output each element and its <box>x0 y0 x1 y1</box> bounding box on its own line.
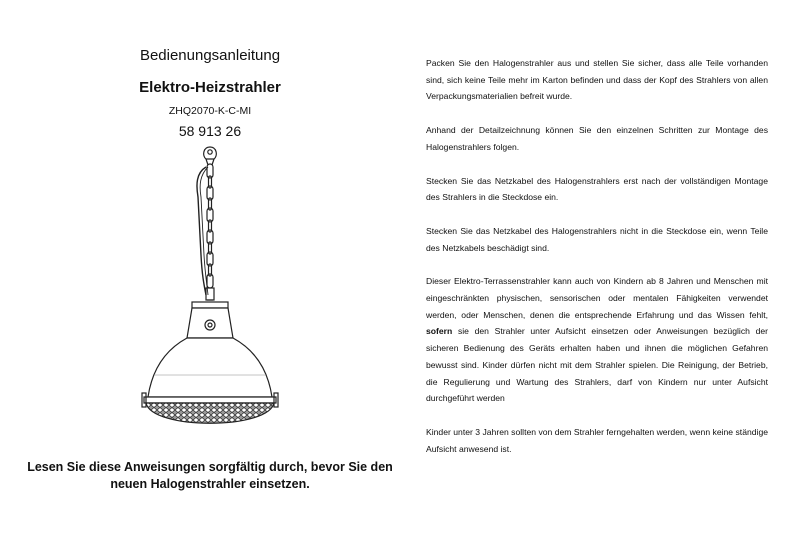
article-number: 58 913 26 <box>178 123 242 139</box>
document-type: Bedienungsanleitung <box>139 47 281 64</box>
children-safety-text-1: Dieser Elektro-Terrassenstrahler kann auch von Kindern ab 8 Jahren und Menschen mit eingeschränkten physischen, sensorischen oder mentalen Fähigkeiten verwendet werden, oder Menschen, denen die entsprechende Erfahrung und das Wissen fehlt, <box>426 276 768 320</box>
model-number: ZHQ2070-K-C-MI <box>168 105 252 117</box>
paragraph-plug-after-assembly: Stecken Sie das Netzkabel des Halogenstrahlers erst nach der vollständigen Montage des Strahlers in die Steckdose ein. <box>426 175 768 203</box>
paragraph-under-three: Kinder unter 3 Jahren sollten von dem Strahler ferngehalten werden, wenn keine ständige Aufsicht anwesend ist. <box>426 426 768 454</box>
instructions-column <box>426 55 768 474</box>
warning-line-1: Lesen Sie diese Anweisungen sorgfältig durch, bevor Sie den <box>27 460 393 474</box>
heater-illustration-icon <box>130 145 290 445</box>
children-safety-emphasis: sofern <box>426 326 453 337</box>
paragraph-children-safety <box>426 273 768 407</box>
paragraph-unpacking: Packen Sie den Halogenstrahler aus und stellen Sie sicher, dass alle Teile vorhanden sind, sich keine Teile mehr im Karton befinden und dass der Kopf des Strahlers von allen Verpackungsmaterialien befreit wurde. <box>426 58 768 102</box>
read-instructions-warning <box>0 459 420 493</box>
children-safety-text-2: sie den Strahler unter Aufsicht einsetzen oder Anweisungen bezüglich der sicheren Bedienung des Geräts erhalten haben und ihnen die möglichen Gefahren bewusst sind. Kinder dürfen nicht mit dem Strahler spielen. Die Reinigung, der Betrieb, die Regulierung und Wartung des Strahlers, darf von Kindern nur unter Aufsicht durchgeführt werden <box>426 326 768 404</box>
product-title: Elektro-Heizstrahler <box>139 79 281 96</box>
paragraph-assembly: Anhand der Detailzeichnung können Sie den einzelnen Schritten zur Montage des Halogenstrahlers folgen. <box>426 125 768 152</box>
paragraph-damaged-cable: Stecken Sie das Netzkabel des Halogenstrahlers nicht in die Steckdose ein, wenn Teile des Netzkabels beschädigt sind. <box>426 225 768 253</box>
warning-line-2: neuen Halogenstrahler einsetzen. <box>110 477 310 491</box>
